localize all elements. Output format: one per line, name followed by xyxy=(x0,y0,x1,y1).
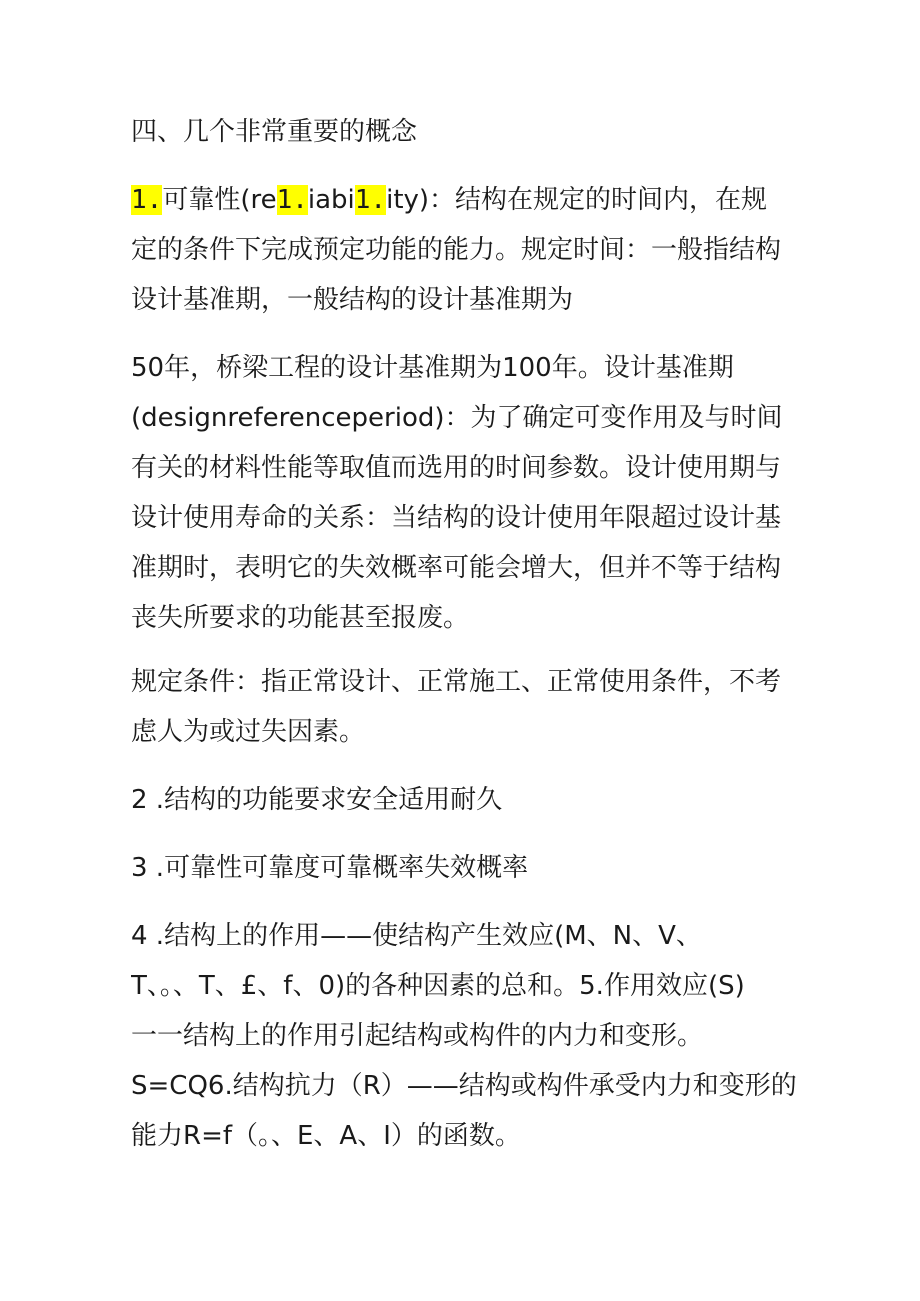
item-2: 2 .结构的功能要求安全适用耐久 xyxy=(131,785,503,815)
conditions-line-2: 虑人为或过失因素。 xyxy=(131,717,366,747)
reliability-line-1 xyxy=(131,182,801,218)
design-period-line-6: 丧失所要求的功能甚至报废。 xyxy=(131,603,470,633)
design-period-line-4: 设计使用寿命的关系：当结构的设计使用年限超过设计基 xyxy=(131,503,782,533)
design-period-line-1: 50年，桥梁工程的设计基准期为100年。设计基准期 xyxy=(131,353,734,383)
highlight-l-2: 1. xyxy=(354,185,387,215)
highlight-number: 1. xyxy=(131,185,163,215)
reliability-line-3: 设计基准期，一般结构的设计基准期为 xyxy=(131,285,574,315)
item-4-line-5: 能力R=f（。、E、A、I）的函数。 xyxy=(131,1121,521,1151)
reliability-term-mid: iabi xyxy=(307,185,355,215)
design-period-line-3: 有关的材料性能等取值而选用的时间参数。设计使用期与 xyxy=(131,453,782,483)
reliability-term-open: 可靠性(re xyxy=(162,185,277,215)
reliability-term-close: ity)：结构在规定的时间内，在规 xyxy=(386,185,768,215)
highlight-l-1: 1. xyxy=(276,185,308,215)
item-4-line-1: 4 .结构上的作用——使结构产生效应(M、N、V、 xyxy=(131,921,702,951)
design-period-line-2: (designreferenceperiod)：为了确定可变作用及与时间 xyxy=(131,403,783,433)
item-4-line-2: T、。、T、£、f、0)的各种因素的总和。5.作用效应(S) xyxy=(131,971,745,1001)
reliability-line-2: 定的条件下完成预定功能的能力。规定时间：一般指结构 xyxy=(131,235,782,265)
item-4-line-4: S=CQ6.结构抗力（R）——结构或构件承受内力和变形的 xyxy=(131,1071,797,1101)
conditions-line-1: 规定条件：指正常设计、正常施工、正常使用条件，不考 xyxy=(131,667,782,697)
item-4-line-3: 一一结构上的作用引起结构或构件的内力和变形。 xyxy=(131,1021,704,1051)
design-period-line-5: 准期时，表明它的失效概率可能会增大，但并不等于结构 xyxy=(131,553,782,583)
item-3: 3 .可靠性可靠度可靠概率失效概率 xyxy=(131,853,529,883)
section-heading: 四、几个非常重要的概念 xyxy=(131,117,418,147)
